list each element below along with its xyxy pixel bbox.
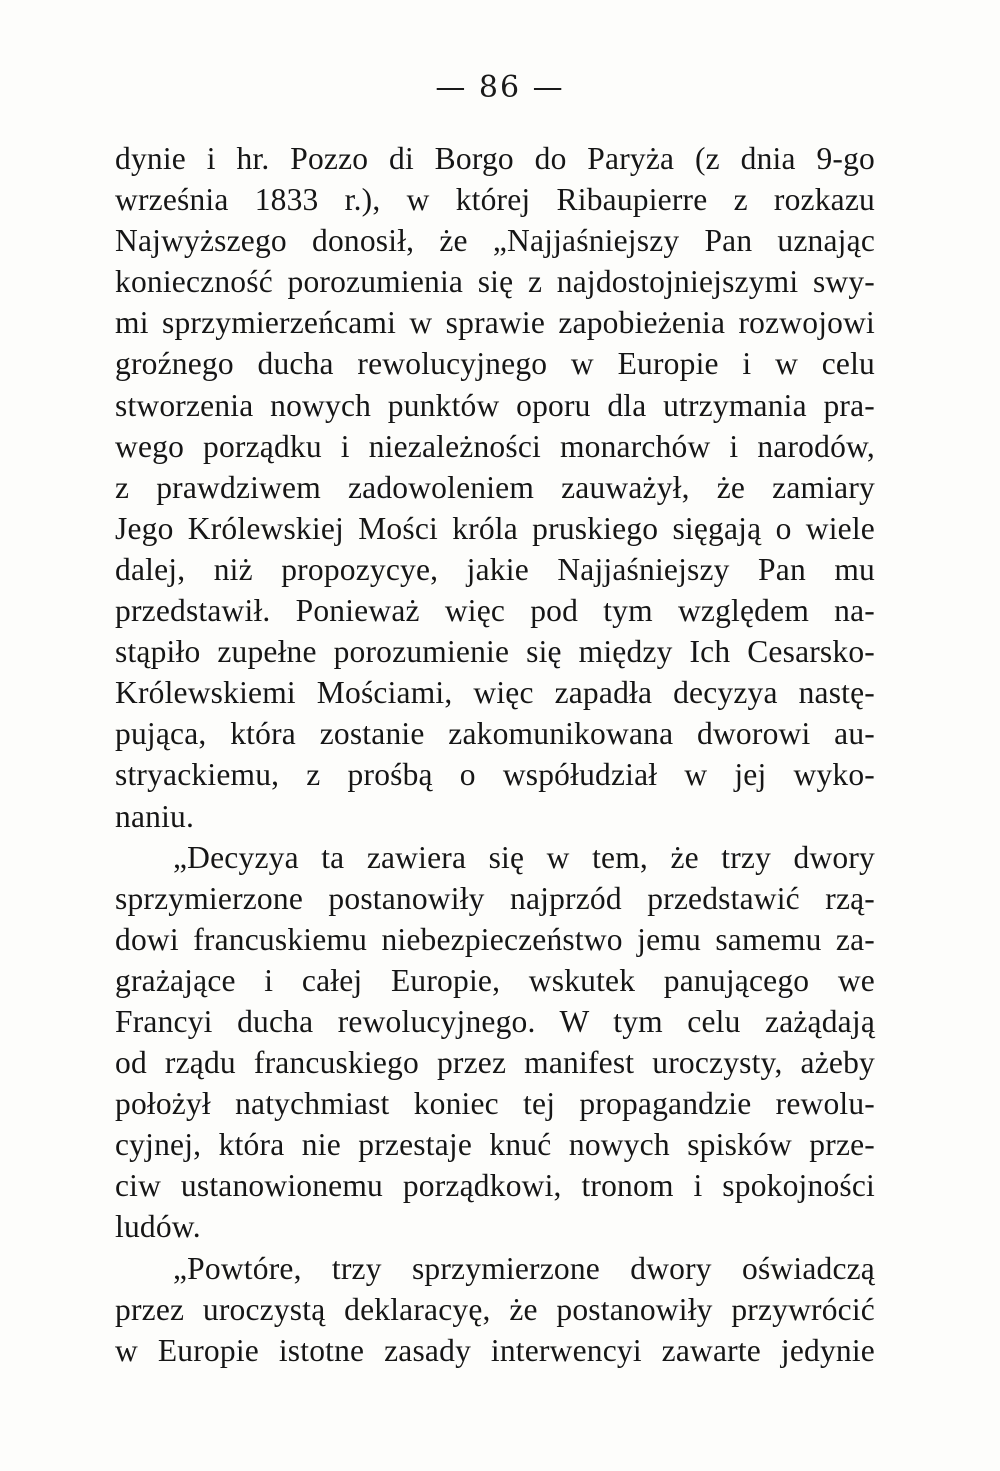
text-line: grażające i całej Europie, wskutek panującego we — [115, 962, 875, 998]
paragraph-end-line: naniu. — [115, 798, 195, 834]
text-line: sprzymierzone postanowiły najprzód przedstawić rzą- — [115, 880, 875, 916]
text-line: stryackiemu, z prośbą o współudział w jej wyko- — [115, 757, 875, 793]
text-line: położył natychmiast koniec tej propagandzie rewolu- — [115, 1086, 875, 1122]
text-line: przez uroczystą deklaracyę, że postanowiły przywrócić — [115, 1291, 875, 1327]
text-line: z prawdziwem zadowoleniem zauważył, że zamiary — [115, 469, 875, 505]
text-line: stąpiło zupełne porozumienie się między Ich Cesarsko- — [115, 634, 875, 670]
paragraph-start-line: „Decyzya ta zawiera się w tem, że trzy dwory — [173, 839, 875, 875]
text-line: ciw ustanowionemu porządkowi, tronom i spokojności — [115, 1168, 875, 1204]
text-line: dynie i hr. Pozzo di Borgo do Paryża (z dnia 9-go — [115, 141, 875, 176]
text-line: Jego Królewskiej Mości króla pruskiego sięgają o wiele — [115, 510, 875, 546]
text-line: cyjnej, która nie przestaje knuć nowych spisków prze- — [115, 1127, 875, 1163]
text-line: konieczność porozumienia się z najdostojniejszymi swy- — [115, 264, 875, 300]
text-line: wego porządku i niezależności monarchów i narodów, — [115, 428, 875, 464]
paragraph-end-line: ludów. — [115, 1209, 201, 1245]
text-line: przedstawił. Ponieważ więc pod tym względem na- — [115, 593, 875, 629]
text-line: Królewskiemi Mościami, więc zapadła decyzya nastę- — [115, 675, 875, 711]
body-text — [115, 138, 875, 1371]
page-number: — 86 — — [435, 70, 565, 105]
paragraph-start-line: „Powtóre, trzy sprzymierzone dwory oświadczą — [173, 1250, 875, 1286]
text-line: w Europie istotne zasady interwencyi zawarte jedynie — [115, 1332, 875, 1368]
text-line: dowi francuskiemu niebezpieczeństwo jemu samemu za- — [115, 921, 875, 957]
text-line: Najwyższego donosił, że „Najjaśniejszy Pan uznając — [115, 223, 875, 259]
text-line: od rządu francuskiego przez manifest uroczysty, ażeby — [115, 1045, 875, 1081]
text-line: stworzenia nowych punktów oporu dla utrzymania pra- — [115, 387, 875, 423]
text-line: Francyi ducha rewolucyjnego. W tym celu zażądają — [115, 1003, 875, 1039]
text-line: dalej, niż propozycye, jakie Najjaśniejszy Pan mu — [115, 551, 875, 587]
text-line: września 1833 r.), w której Ribaupierre z rozkazu — [115, 182, 875, 218]
text-line: groźnego ducha rewolucyjnego w Europie i w celu — [115, 346, 875, 382]
text-line: mi sprzymierzeńcami w sprawie zapobieżenia rozwojowi — [115, 305, 875, 341]
text-line: pująca, która zostanie zakomunikowana dworowi au- — [115, 716, 875, 752]
